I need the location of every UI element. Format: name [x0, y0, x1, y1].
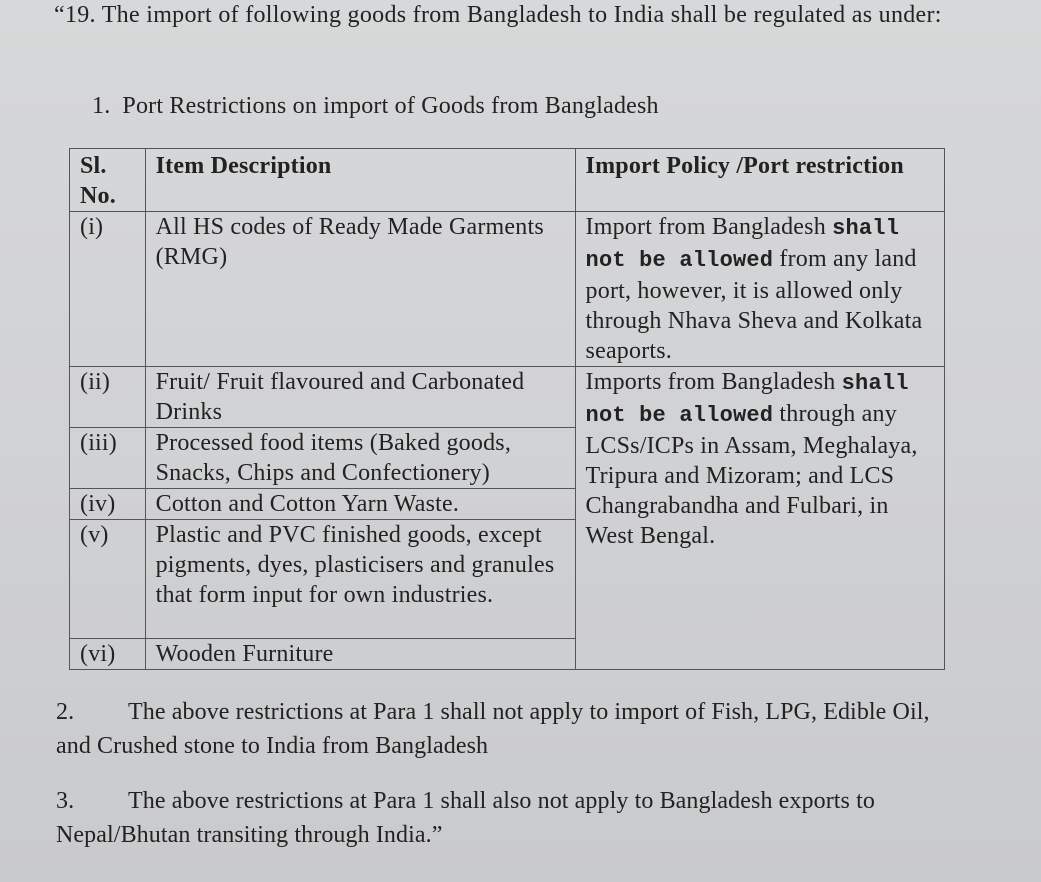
paragraph-number: 2. [56, 699, 75, 725]
intro-paragraph: “19. The import of following goods from Bangladesh to India shall be regulated as under: [54, 2, 942, 28]
paragraph-text: The above restrictions at Para 1 shall also not apply to Bangladesh exports to Nepal/Bhutan transiting through India.” [56, 788, 875, 848]
row-item: Wooden Furniture [145, 639, 575, 670]
section-number: 1. [92, 93, 111, 119]
paragraph-text: The above restrictions at Para 1 shall not apply to import of Fish, LPG, Edible Oil, and Crushed stone to India from Bangladesh [56, 699, 930, 759]
section-title: Port Restrictions on import of Goods from Bangladesh [122, 93, 659, 119]
policy-cell-seaports [575, 212, 944, 367]
row-sl: (iii) [70, 428, 146, 489]
section-heading [92, 91, 659, 121]
header-item-description: Item Description [145, 149, 575, 212]
paragraph-3 [56, 784, 956, 852]
row-item: Processed food items (Baked goods, Snacks, Chips and Confectionery) [145, 428, 575, 489]
policy-text: Import from Bangladesh [585, 214, 833, 240]
header-import-policy: Import Policy /Port restriction [575, 149, 944, 212]
table-row [70, 367, 945, 428]
row-item: Fruit/ Fruit flavoured and Carbonated Drinks [145, 367, 575, 428]
paragraph-number: 3. [56, 788, 75, 814]
row-item: Cotton and Cotton Yarn Waste. [145, 489, 575, 520]
row-sl: (ii) [70, 367, 146, 428]
row-sl: (iv) [70, 489, 146, 520]
policy-cell-land-ports [575, 367, 944, 670]
policy-text: through any LCSs/ICPs in Assam, Meghalaya, Tripura and Mizoram; and LCS Changrabandha and Fulbari, in West Bengal. [585, 401, 918, 549]
table-row [70, 212, 945, 367]
header-sl-no: Sl. No. [70, 149, 146, 212]
port-restrictions-table [69, 148, 945, 670]
policy-text: from any land port, however, it is allowed only through Nhava Sheva and Kolkata seaports. [585, 246, 923, 364]
paragraph-2 [56, 695, 956, 763]
row-sl: (v) [70, 520, 146, 639]
row-item: Plastic and PVC finished goods, except pigments, dyes, plasticisers and granules that form input for own industries. [145, 520, 575, 639]
row-sl: (vi) [70, 639, 146, 670]
policy-text: Imports from Bangladesh [585, 369, 842, 395]
row-item: All HS codes of Ready Made Garments (RMG) [145, 212, 575, 367]
policy-bold-text: shall not be allowed [585, 371, 909, 428]
table-header-row [70, 149, 945, 212]
row-sl: (i) [70, 212, 146, 367]
policy-bold-text: shall not be allowed [585, 216, 900, 273]
